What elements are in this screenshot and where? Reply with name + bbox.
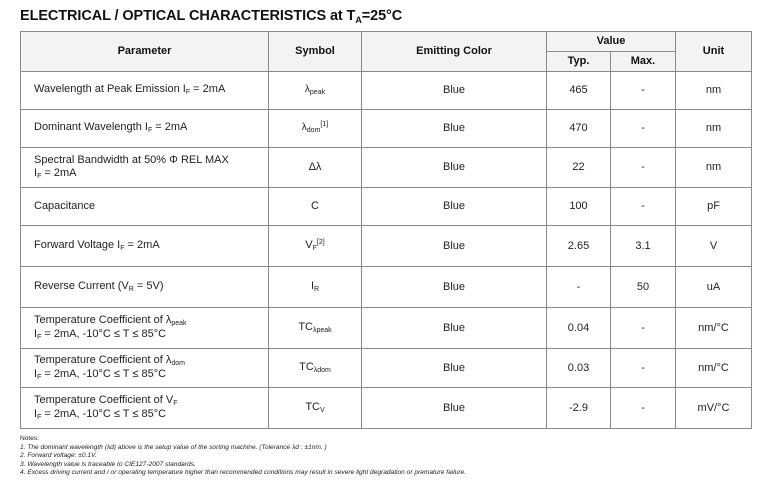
param-text: I (34, 166, 38, 179)
symbol-base: λ (304, 84, 310, 96)
param-subscript: peak (171, 319, 187, 327)
title-text: ELECTRICAL / OPTICAL CHARACTERISTICS at T (20, 8, 356, 24)
param-subscript: F (37, 374, 42, 381)
symbol-superscript: [1] (320, 121, 329, 129)
unit-cell: pF (676, 188, 752, 226)
note-item: 4. Excess driving current and / or operating temperature higher than recommended conditions may result in severe light degradation or premature failure. (20, 469, 467, 477)
emitting-color-cell: Blue (362, 308, 547, 349)
symbol-cell (269, 148, 362, 188)
symbol-base: Δλ (308, 161, 322, 174)
symbol-cell (269, 226, 362, 267)
param-text: I (34, 328, 38, 340)
unit-cell: nm (676, 110, 752, 148)
header-value: Value (547, 32, 676, 52)
notes-section (20, 435, 466, 478)
emitting-color-cell: Blue (362, 188, 547, 226)
note-item: 2. Forward voltage: ±0.1V. (20, 452, 97, 460)
unit-cell: nm (676, 148, 752, 188)
typ-value-cell: 465 (547, 72, 611, 110)
emitting-color-cell: Blue (362, 72, 547, 110)
param-line-2 (34, 368, 268, 382)
table-row (21, 110, 752, 148)
max-value-cell: - (611, 72, 676, 110)
param-cell (21, 226, 269, 267)
param-text: = 2mA, -10°C ≤ T ≤ 85°C (41, 328, 167, 340)
symbol-base: λ (301, 122, 307, 134)
param-cell (21, 267, 269, 308)
symbol-subscript: dom (306, 127, 321, 135)
param-line-2 (34, 121, 268, 135)
symbol-superscript: [2] (316, 238, 325, 246)
param-text: Spectral Bandwidth at 50% Φ REL MAX (34, 153, 229, 166)
table-row (21, 148, 752, 188)
section-title (20, 8, 402, 25)
param-line-1 (34, 354, 268, 368)
max-value-cell: - (611, 388, 676, 429)
param-text: Wavelength at Peak Emission I (34, 83, 186, 96)
symbol-cell (269, 388, 362, 429)
table-row (21, 267, 752, 308)
param-subscript: F (37, 172, 42, 180)
emitting-color-cell: Blue (362, 148, 547, 188)
param-subscript: F (147, 127, 153, 135)
param-subscript: R (128, 285, 134, 293)
param-text: Temperature Coefficient of λ (34, 313, 172, 326)
symbol-cell (269, 308, 362, 349)
typ-value-cell: 100 (547, 188, 611, 226)
table-row (21, 308, 752, 349)
max-value-cell: - (611, 308, 676, 349)
symbol-cell (269, 188, 362, 226)
symbol-cell (269, 72, 362, 110)
param-line-1 (34, 314, 268, 328)
param-text: Forward Voltage I (34, 238, 121, 251)
table-row (21, 388, 752, 429)
param-cell (21, 188, 269, 226)
param-cell (21, 110, 269, 148)
symbol-subscript: F (312, 244, 317, 252)
symbol-base: V (305, 238, 313, 251)
typ-value-cell: 0.03 (547, 349, 611, 388)
table-row (21, 226, 752, 267)
param-text: = 2mA (124, 238, 160, 251)
param-line-1 (34, 394, 268, 408)
symbol-base: TC (298, 320, 313, 333)
symbol-base: TC (305, 400, 320, 413)
param-line-2 (34, 239, 268, 253)
typ-value-cell: - (547, 267, 611, 308)
param-line-1 (34, 154, 268, 167)
param-subscript: F (37, 334, 42, 341)
param-line-2 (34, 200, 268, 213)
table-body (21, 72, 752, 429)
param-cell (21, 349, 269, 388)
param-cell (21, 308, 269, 349)
max-value-cell: - (611, 349, 676, 388)
max-value-cell: - (611, 110, 676, 148)
param-text: I (34, 408, 38, 420)
table-row (21, 72, 752, 110)
symbol-subscript: peak (309, 89, 326, 97)
header-max: Max. (611, 52, 676, 72)
param-text: Temperature Coefficient of V (34, 393, 174, 406)
unit-cell: mV/°C (676, 388, 752, 429)
param-line-2 (34, 408, 268, 422)
param-subscript: dom (171, 359, 185, 367)
header-parameter: Parameter (21, 32, 269, 72)
unit-cell: V (676, 226, 752, 267)
symbol-cell (269, 349, 362, 388)
title-subscript: A (355, 15, 362, 25)
param-line-2 (34, 167, 268, 181)
symbol-base: I (310, 279, 314, 292)
unit-cell: nm/°C (676, 308, 752, 349)
param-text: = 2mA (190, 83, 226, 96)
typ-value-cell: 0.04 (547, 308, 611, 349)
param-text: Temperature Coefficient of λ (34, 353, 172, 366)
max-value-cell: - (611, 188, 676, 226)
param-subscript: F (37, 414, 42, 421)
header-symbol: Symbol (269, 32, 362, 72)
title-suffix: =25°C (361, 8, 403, 24)
param-text: = 5V) (133, 279, 164, 292)
symbol-subscript: λpeak (312, 326, 332, 334)
emitting-color-cell: Blue (362, 226, 547, 267)
param-text: = 2mA, -10°C ≤ T ≤ 85°C (41, 408, 167, 420)
unit-cell: nm/°C (676, 349, 752, 388)
param-cell (21, 72, 269, 110)
param-text: Dominant Wavelength I (34, 121, 148, 134)
unit-cell: nm (676, 72, 752, 110)
param-subscript: F (120, 244, 125, 252)
typ-value-cell: 2.65 (547, 226, 611, 267)
symbol-cell (269, 110, 362, 148)
notes-heading: Notes: (20, 435, 40, 442)
note-item: 1. The dominant wavelength (λd) above is the setup value of the sorting machine. (Tolerance λd : ±1nm. ) (20, 443, 327, 451)
header-typ: Typ. (547, 52, 611, 72)
max-value-cell: - (611, 148, 676, 188)
emitting-color-cell: Blue (362, 110, 547, 148)
typ-value-cell: -2.9 (547, 388, 611, 429)
param-cell (21, 148, 269, 188)
param-line-2 (34, 328, 268, 342)
unit-cell: uA (676, 267, 752, 308)
param-text: I (34, 368, 38, 380)
symbol-base: C (311, 200, 319, 213)
symbol-base: TC (299, 360, 314, 373)
typ-value-cell: 470 (547, 110, 611, 148)
table-row (21, 349, 752, 388)
symbol-subscript: V (320, 406, 325, 414)
header-emitting-color: Emitting Color (362, 32, 547, 72)
param-text: = 2mA, -10°C ≤ T ≤ 85°C (41, 368, 167, 380)
param-text: Reverse Current (V (34, 279, 129, 292)
param-text: = 2mA (41, 166, 77, 179)
param-line-2 (34, 280, 268, 294)
max-value-cell: 50 (611, 267, 676, 308)
emitting-color-cell: Blue (362, 349, 547, 388)
symbol-cell (269, 267, 362, 308)
typ-value-cell: 22 (547, 148, 611, 188)
header-unit: Unit (676, 32, 752, 72)
max-value-cell: 3.1 (611, 226, 676, 267)
emitting-color-cell: Blue (362, 267, 547, 308)
symbol-subscript: R (314, 285, 320, 293)
symbol-subscript: λdom (313, 366, 331, 374)
param-cell (21, 388, 269, 429)
characteristics-table (20, 31, 752, 429)
param-text: = 2mA (152, 121, 188, 134)
note-item: 3. Wavelength value is traceable to CIE127-2007 standards. (20, 460, 196, 468)
param-text: Capacitance (34, 200, 96, 213)
param-subscript: F (173, 399, 178, 407)
table-row (21, 188, 752, 226)
param-line-2 (34, 83, 268, 97)
emitting-color-cell: Blue (362, 388, 547, 429)
param-subscript: F (185, 89, 191, 97)
